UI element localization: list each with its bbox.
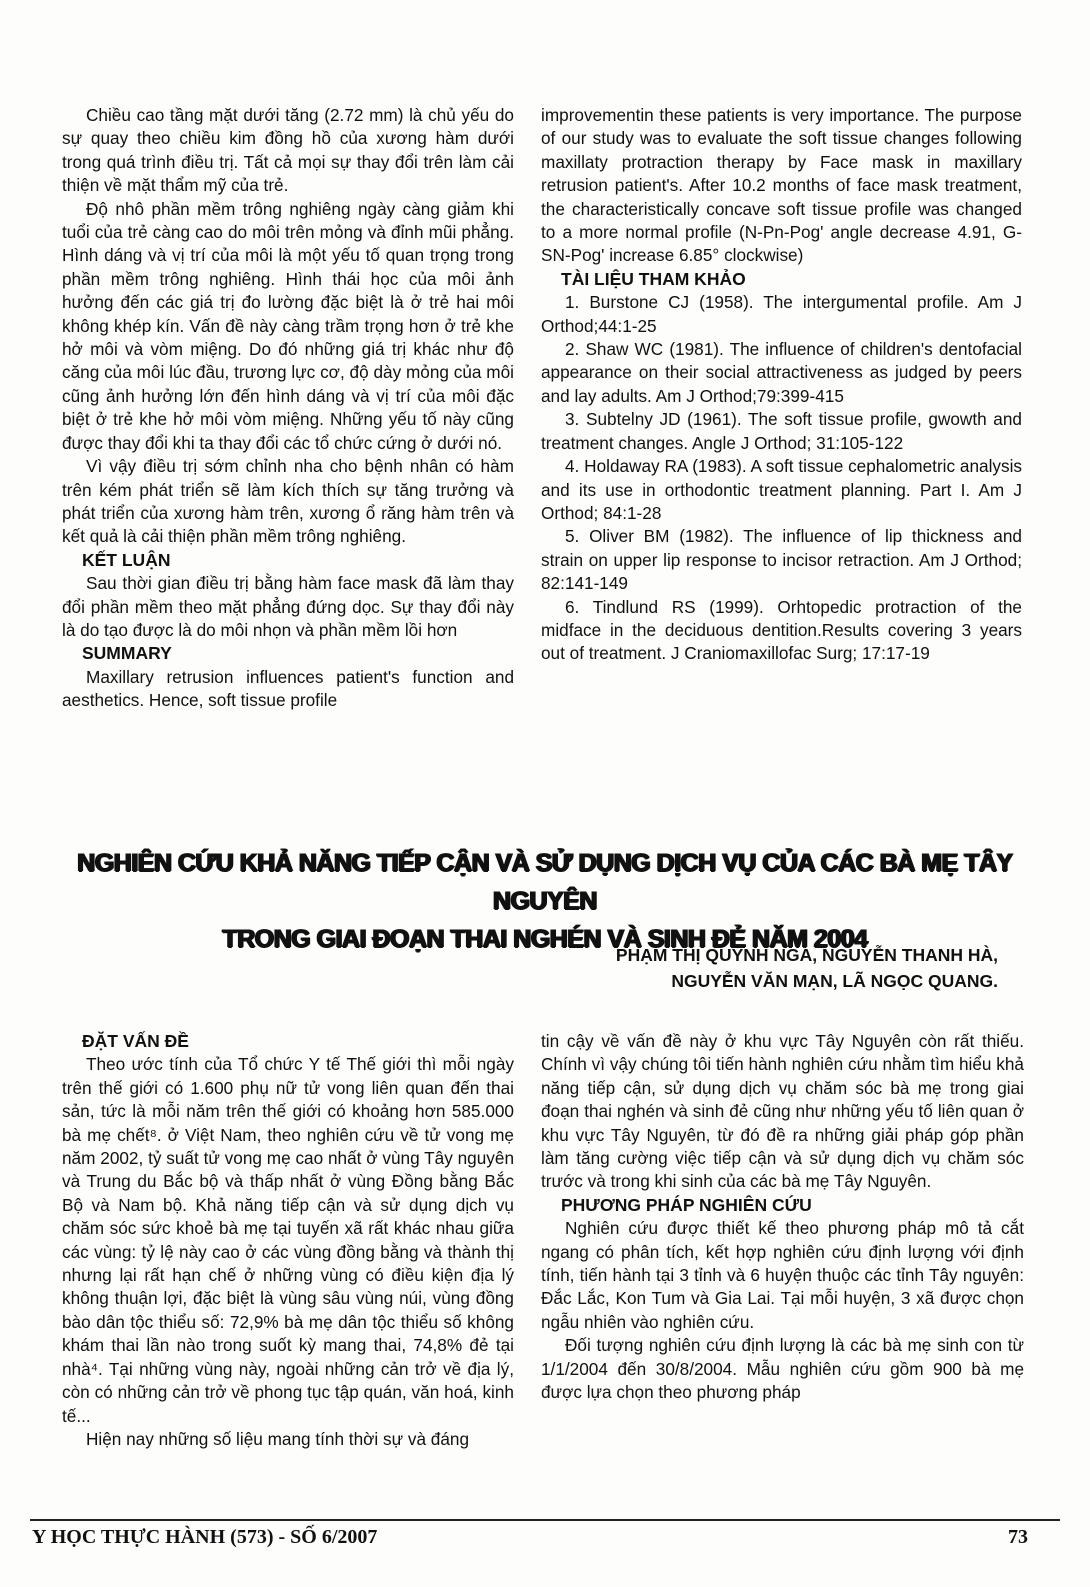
reference-item: 1. Burstone CJ (1958). The intergumental profile. Am J Orthod;44:1-25 <box>541 292 1022 336</box>
footer-divider <box>30 1519 1060 1521</box>
summary-continued: improvementin these patients is very importance. The purpose of our study was to evaluate the soft tissue changes following maxillaty protraction therapy by Face mask in maxillary retrusion patient's. After 10.2 months of face mask treatment, the characteristically concave soft tissue profile was changed to a more normal profile (N-Pn-Pog' angle decrease 4.91, G-SN-Pog' increase 6.85° clockwise) <box>541 105 1022 266</box>
paragraph: tin cậy về vấn đề này ở khu vực Tây Nguyên còn rất thiếu. Chính vì vậy chúng tôi tiến hành nghiên cứu nhằm tìm hiểu khả năng tiếp cận, sử dụng dịch vụ chăm sóc bà mẹ trong giai đoạn thai nghén và sinh đẻ cũng như những yếu tố liên quan ở khu vực Tây Nguyên, từ đó đề ra những giải pháp góp phần làm tăng cường việc tiếp cận và sử dụng dịch vụ chăm sóc trước và trong khi sinh của các bà mẹ Tây Nguyên. <box>541 1031 1024 1192</box>
paragraph: Độ nhô phần mềm trông nghiêng ngày càng giảm khi tuổi của trẻ càng cao do môi trên mỏng và đỉnh mũi phẳng. Hình dáng và vị trí của môi là một yếu tố quan trọng trong phần mềm trông nghiêng. Hình thái học của môi ảnh hưởng đến các giá trị đo lường đặc biệt là ở trẻ hai môi không khép kín. Vấn đề này càng trầm trọng hơn ở trẻ khe hở môi và vòm miệng. Do đó những giá trị khác như độ căng của môi lúc đầu, trương lực cơ, độ dày mỏng của môi cũng ảnh hưởng lớn đến hình dáng và vị trí của môi đặc biệt ở trẻ khe hở môi vòm miệng. Những yếu tố này cũng được thay đổi khi ta thay đổi các tổ chức cứng ở dưới nó. <box>62 198 514 453</box>
references-heading: TÀI LIỆU THAM KHẢO <box>561 268 746 289</box>
bottom-right-column <box>541 1030 1024 1405</box>
journal-name: Y HỌC THỰC HÀNH (573) - SỐ 6/2007 <box>32 1526 378 1548</box>
paragraph: Đối tượng nghiên cứu định lượng là các bà mẹ sinh con từ 1/1/2004 đến 30/8/2004. Mẫu nghiên cứu gồm 900 bà mẹ được lựa chọn theo phương pháp <box>541 1335 1024 1403</box>
paragraph: Theo ước tính của Tổ chức Y tế Thế giới thì mỗi ngày trên thế giới có 1.600 phụ nữ tử vong liên quan đến thai sản, tức là mỗi năm trên thế giới có khoảng hơn 585.000 bà mẹ chết⁸. ở Việt Nam, theo nghiên cứu về tử vong mẹ năm 2002, tỷ suất tử vong mẹ cao nhất ở vùng Tây nguyên và Trung du Bắc bộ và thấp nhất ở vùng Đồng bằng Bắc Bộ và Nam bộ. Khả năng tiếp cận và sử dụng dịch vụ chăm sóc sức khoẻ bà mẹ tại tuyến xã rất khác nhau giữa các vùng: tỷ lệ này cao ở các vùng đồng bằng và thành thị nhưng lại rất hạn chế ở những vùng có điều kiện địa lý không thuận lợi, đặc biệt là vùng sâu vùng núi, vùng đồng bào dân tộc thiểu số: 72,9% bà mẹ dân tộc thiểu số không khám thai lần nào trong suốt kỳ mang thai, 74,8% đẻ tại nhà⁴. Tại những vùng này, ngoài những cản trở về địa lý, còn có những cản trở về phong tục tập quán, văn hoá, kinh tế... <box>62 1054 514 1426</box>
reference-item: 6. Tindlund RS (1999). Orhtopedic protraction of the midface in the deciduous dentition.Results covering 3 years out of treatment. J Craniomaxillofac Surg; 17:17-19 <box>541 596 1022 664</box>
reference-item: 2. Shaw WC (1981). The influence of children's dentofacial appearance on their social attractiveness as judged by peers and lay adults. Am J Orthod;79:399-415 <box>541 339 1022 406</box>
summary-paragraph: Maxillary retrusion influences patient's function and aesthetics. Hence, soft tissue profile <box>62 666 514 711</box>
summary-heading: SUMMARY <box>82 643 172 664</box>
conclusion-heading: KẾT LUẬN <box>82 549 171 570</box>
conclusion-paragraph: Sau thời gian điều trị bằng hàm face mask đã làm thay đổi phần mềm theo mặt phẳng đứng dọc. Sự thay đổi này là do tạo được là do môi nhọn và phần mềm lồi hơn <box>62 573 514 640</box>
top-left-column <box>62 104 514 713</box>
article-title-line: TRONG GIAI ĐOẠN THAI NGHÉN VÀ SINH ĐẺ NĂM 2004 <box>222 925 868 953</box>
authors-line: PHẠM THỊ QUỲNH NGA, NGUYỄN THANH HÀ, <box>615 945 998 965</box>
introduction-heading: ĐẶT VẤN ĐỀ <box>82 1031 189 1051</box>
paragraph: Vì vậy điều trị sớm chỉnh nha cho bệnh nhân có hàm trên kém phát triển sẽ làm kích thích sự tăng trưởng và phát triển của xương hàm trên, xương ổ răng hàm trên và kết quả là cải thiện phần mềm trông nghiêng. <box>62 456 514 547</box>
reference-item: 4. Holdaway RA (1983). A soft tissue cephalometric analysis and its use in orthodontic treatment planning. Part I. Am J Orthod; 84:1-28 <box>541 456 1022 523</box>
bottom-left-column <box>62 1030 514 1451</box>
article-authors <box>478 942 998 994</box>
authors-line: NGUYỄN VĂN MẠN, LÃ NGỌC QUANG. <box>671 971 998 991</box>
article-title-line: NGHIÊN CỨU KHẢ NĂNG TIẾP CẬN VÀ SỬ DỤNG DỊCH VỤ CỦA CÁC BÀ MẸ TÂY NGUYÊN <box>77 849 1013 915</box>
paragraph: Chiều cao tầng mặt dưới tăng (2.72 mm) là chủ yếu do sự quay theo chiều kim đồng hồ của xương hàm dưới trong quá trình điều trị. Tất cả mọi sự thay đổi trên làm cải thiện về mặt thẩm mỹ của trẻ. <box>62 105 514 196</box>
paragraph: Hiện nay những số liệu mang tính thời sự và đáng <box>86 1428 470 1449</box>
reference-item: 3. Subtelny JD (1961). The soft tissue profile, gwowth and treatment changes. Angle J Orthod; 31:105-122 <box>541 409 1022 453</box>
reference-item: 5. Oliver BM (1982). The influence of lip thickness and strain on upper lip response to incisor retraction. Am J Orthod; 82:141-149 <box>541 526 1022 594</box>
top-right-column <box>541 104 1022 666</box>
page-number: 73 <box>1008 1526 1028 1548</box>
article-title <box>30 844 1060 958</box>
paragraph: Nghiên cứu được thiết kế theo phương pháp mô tả cắt ngang có phân tích, kết hợp nghiên cứu định lượng với định tính, tiến hành tại 3 tỉnh và 6 huyện thuộc các tỉnh Tây nguyên: Đắc Lắc, Kon Tum và Gia Lai. Tại mỗi huyện, 3 xã được chọn ngẫu nhiên vào nghiên cứu. <box>541 1218 1024 1332</box>
methods-heading: PHƯƠNG PHÁP NGHIÊN CỨU <box>561 1194 812 1215</box>
